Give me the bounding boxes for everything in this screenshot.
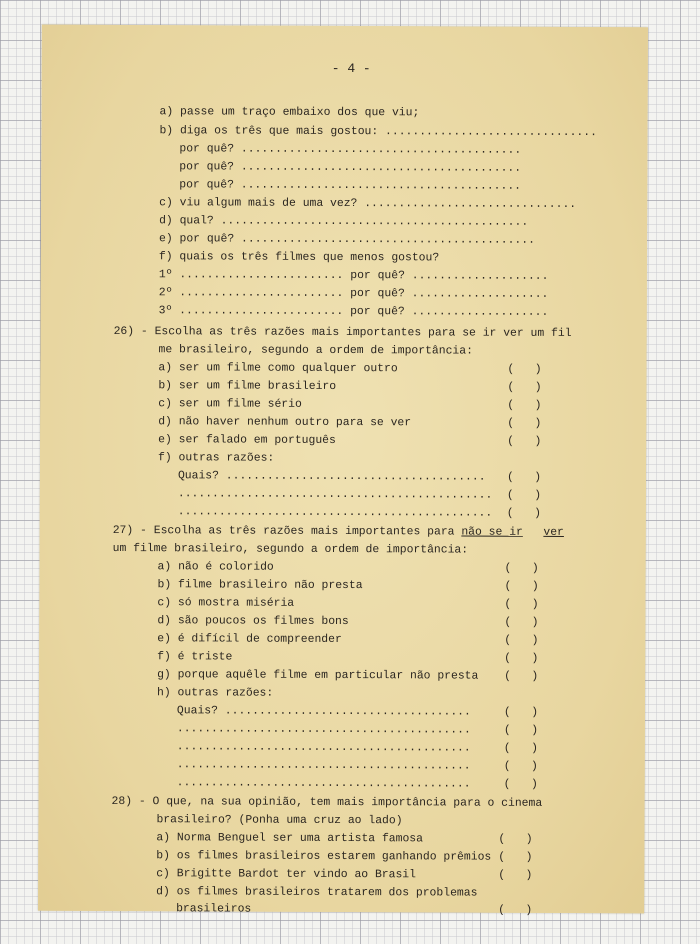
- q28-title-line-2: brasileiro? (Ponha uma cruz ao lado): [156, 814, 403, 828]
- q27-title-underlined: não se ir: [461, 526, 523, 539]
- q27-title-gap: [523, 527, 544, 539]
- q26-checkbox-quais[interactable]: ( ): [506, 471, 542, 484]
- q26-title-line-2: me brasileiro, segundo a ordem de importância:: [158, 344, 473, 358]
- q26-option-d: d) não haver nenhum outro para se ver: [158, 416, 412, 430]
- q27-title-line-2: um filme brasileiro, segundo a ordem de importância:: [112, 542, 469, 557]
- q27-checkbox-other[interactable]: ( ): [503, 760, 538, 773]
- q26-option-b: b) ser um filme brasileiro: [158, 380, 337, 393]
- q27-checkbox-quais[interactable]: ( ): [503, 706, 539, 719]
- q27-option-f: f) é triste: [157, 651, 233, 664]
- q25-item-b-why-3: por quê? .........................................: [179, 179, 522, 193]
- q27-checkbox-other[interactable]: ( ): [503, 742, 538, 755]
- q26-checkbox-e[interactable]: ( ): [507, 435, 542, 448]
- q26-checkbox-d[interactable]: ( ): [507, 417, 542, 430]
- q28-option-d: d) os filmes brasileiros tratarem dos problemas: [156, 886, 478, 900]
- q27-blank-line: ...........................................: [176, 777, 471, 791]
- q27-checkbox-c[interactable]: ( ): [504, 598, 539, 611]
- q25-least-3: 3º ........................ por quê? ....................: [158, 305, 549, 319]
- q26-option-a: a) ser um filme como qualquer outro: [158, 362, 398, 376]
- q26-checkbox-other[interactable]: ( ): [506, 507, 542, 520]
- q27-blank-line: ...........................................: [176, 759, 471, 773]
- q28-title-line-1: 28) - O que, na sua opinião, tem mais importância para o cinema: [111, 795, 543, 810]
- q27-option-d: d) são poucos os filmes bons: [157, 615, 349, 629]
- q27-option-e: e) é difícil de compreender: [157, 633, 342, 646]
- q26-checkbox-b[interactable]: ( ): [507, 381, 542, 394]
- q27-checkbox-d[interactable]: ( ): [504, 616, 539, 629]
- q26-option-f: f) outras razões:: [158, 452, 275, 465]
- q27-option-b: b) filme brasileiro não presta: [157, 579, 363, 593]
- q26-checkbox-a[interactable]: ( ): [507, 363, 542, 376]
- q27-title-text: 27) - Escolha as três razões mais importantes para: [112, 524, 462, 539]
- q27-checkbox-a[interactable]: ( ): [504, 562, 539, 575]
- q27-title-underlined-ver: ver: [543, 526, 564, 539]
- q28-option-c: c) Brigitte Bardot ter vindo ao Brasil: [156, 868, 417, 882]
- q26-option-c: c) ser um filme sério: [158, 398, 302, 411]
- q27-option-h: h) outras razões:: [156, 687, 274, 700]
- q27-blank-line: ...........................................: [176, 723, 471, 737]
- q27-option-a: a) não é colorido: [157, 561, 274, 574]
- q28-option-b: b) os filmes brasileiros estarem ganhando prêmios: [156, 850, 492, 864]
- q27-blank-line: ...........................................: [176, 741, 471, 755]
- q28-option-a: a) Norma Benguel ser uma artista famosa: [156, 832, 424, 846]
- q27-checkbox-f[interactable]: ( ): [504, 652, 539, 665]
- q26-blank-line: ..............................................: [177, 506, 493, 520]
- q28-checkbox-d[interactable]: ( ): [498, 904, 533, 917]
- document-page: [38, 25, 648, 917]
- q26-title-line-1: 26) - Escolha as três razões mais importantes para se ir ver um fil: [113, 325, 572, 340]
- q25-item-b-why-2: por quê? .........................................: [179, 161, 522, 175]
- q25-item-c: c) viu algum mais de uma vez? ...............................: [159, 197, 577, 212]
- q28-checkbox-b[interactable]: ( ): [498, 851, 533, 864]
- q25-least-1: 1º ........................ por quê? ....................: [158, 269, 549, 283]
- q25-item-b: b) diga os três que mais gostou: ...............................: [159, 125, 597, 140]
- q28-checkbox-a[interactable]: ( ): [498, 833, 533, 846]
- q27-title-line-1: [113, 524, 564, 540]
- q27-checkbox-b[interactable]: ( ): [504, 580, 539, 593]
- q27-checkbox-other[interactable]: ( ): [503, 724, 539, 737]
- q28-option-d-cont: brasileiros: [176, 903, 252, 916]
- q25-item-b-why-1: por quê? .........................................: [179, 143, 522, 157]
- q27-quais-line: Quais? ....................................: [176, 705, 471, 719]
- q27-checkbox-e[interactable]: ( ): [504, 634, 539, 647]
- q26-checkbox-c[interactable]: ( ): [507, 399, 542, 412]
- q27-checkbox-g[interactable]: ( ): [504, 670, 539, 683]
- q26-option-e: e) ser falado em português: [158, 434, 336, 447]
- q27-option-c: c) só mostra miséria: [157, 597, 295, 610]
- q26-checkbox-other[interactable]: ( ): [506, 489, 542, 502]
- q27-checkbox-other[interactable]: ( ): [503, 778, 538, 791]
- q25-item-e: e) por quê? ...........................................: [158, 233, 535, 247]
- q26-blank-line: ..............................................: [177, 488, 493, 502]
- q25-item-d: d) qual? .............................................: [159, 215, 529, 229]
- q25-least-2: 2º ........................ por quê? ....................: [158, 287, 549, 301]
- q28-checkbox-c[interactable]: ( ): [498, 869, 533, 882]
- q25-item-a: a) passe um traço embaixo dos que viu;: [159, 106, 420, 120]
- q26-quais-line: Quais? ......................................: [177, 470, 486, 484]
- q25-item-f: f) quais os três filmes que menos gostou?: [158, 251, 440, 265]
- page-number: - 4 -: [331, 60, 371, 77]
- q27-option-g: g) porque aquêle filme em particular não presta: [157, 669, 479, 683]
